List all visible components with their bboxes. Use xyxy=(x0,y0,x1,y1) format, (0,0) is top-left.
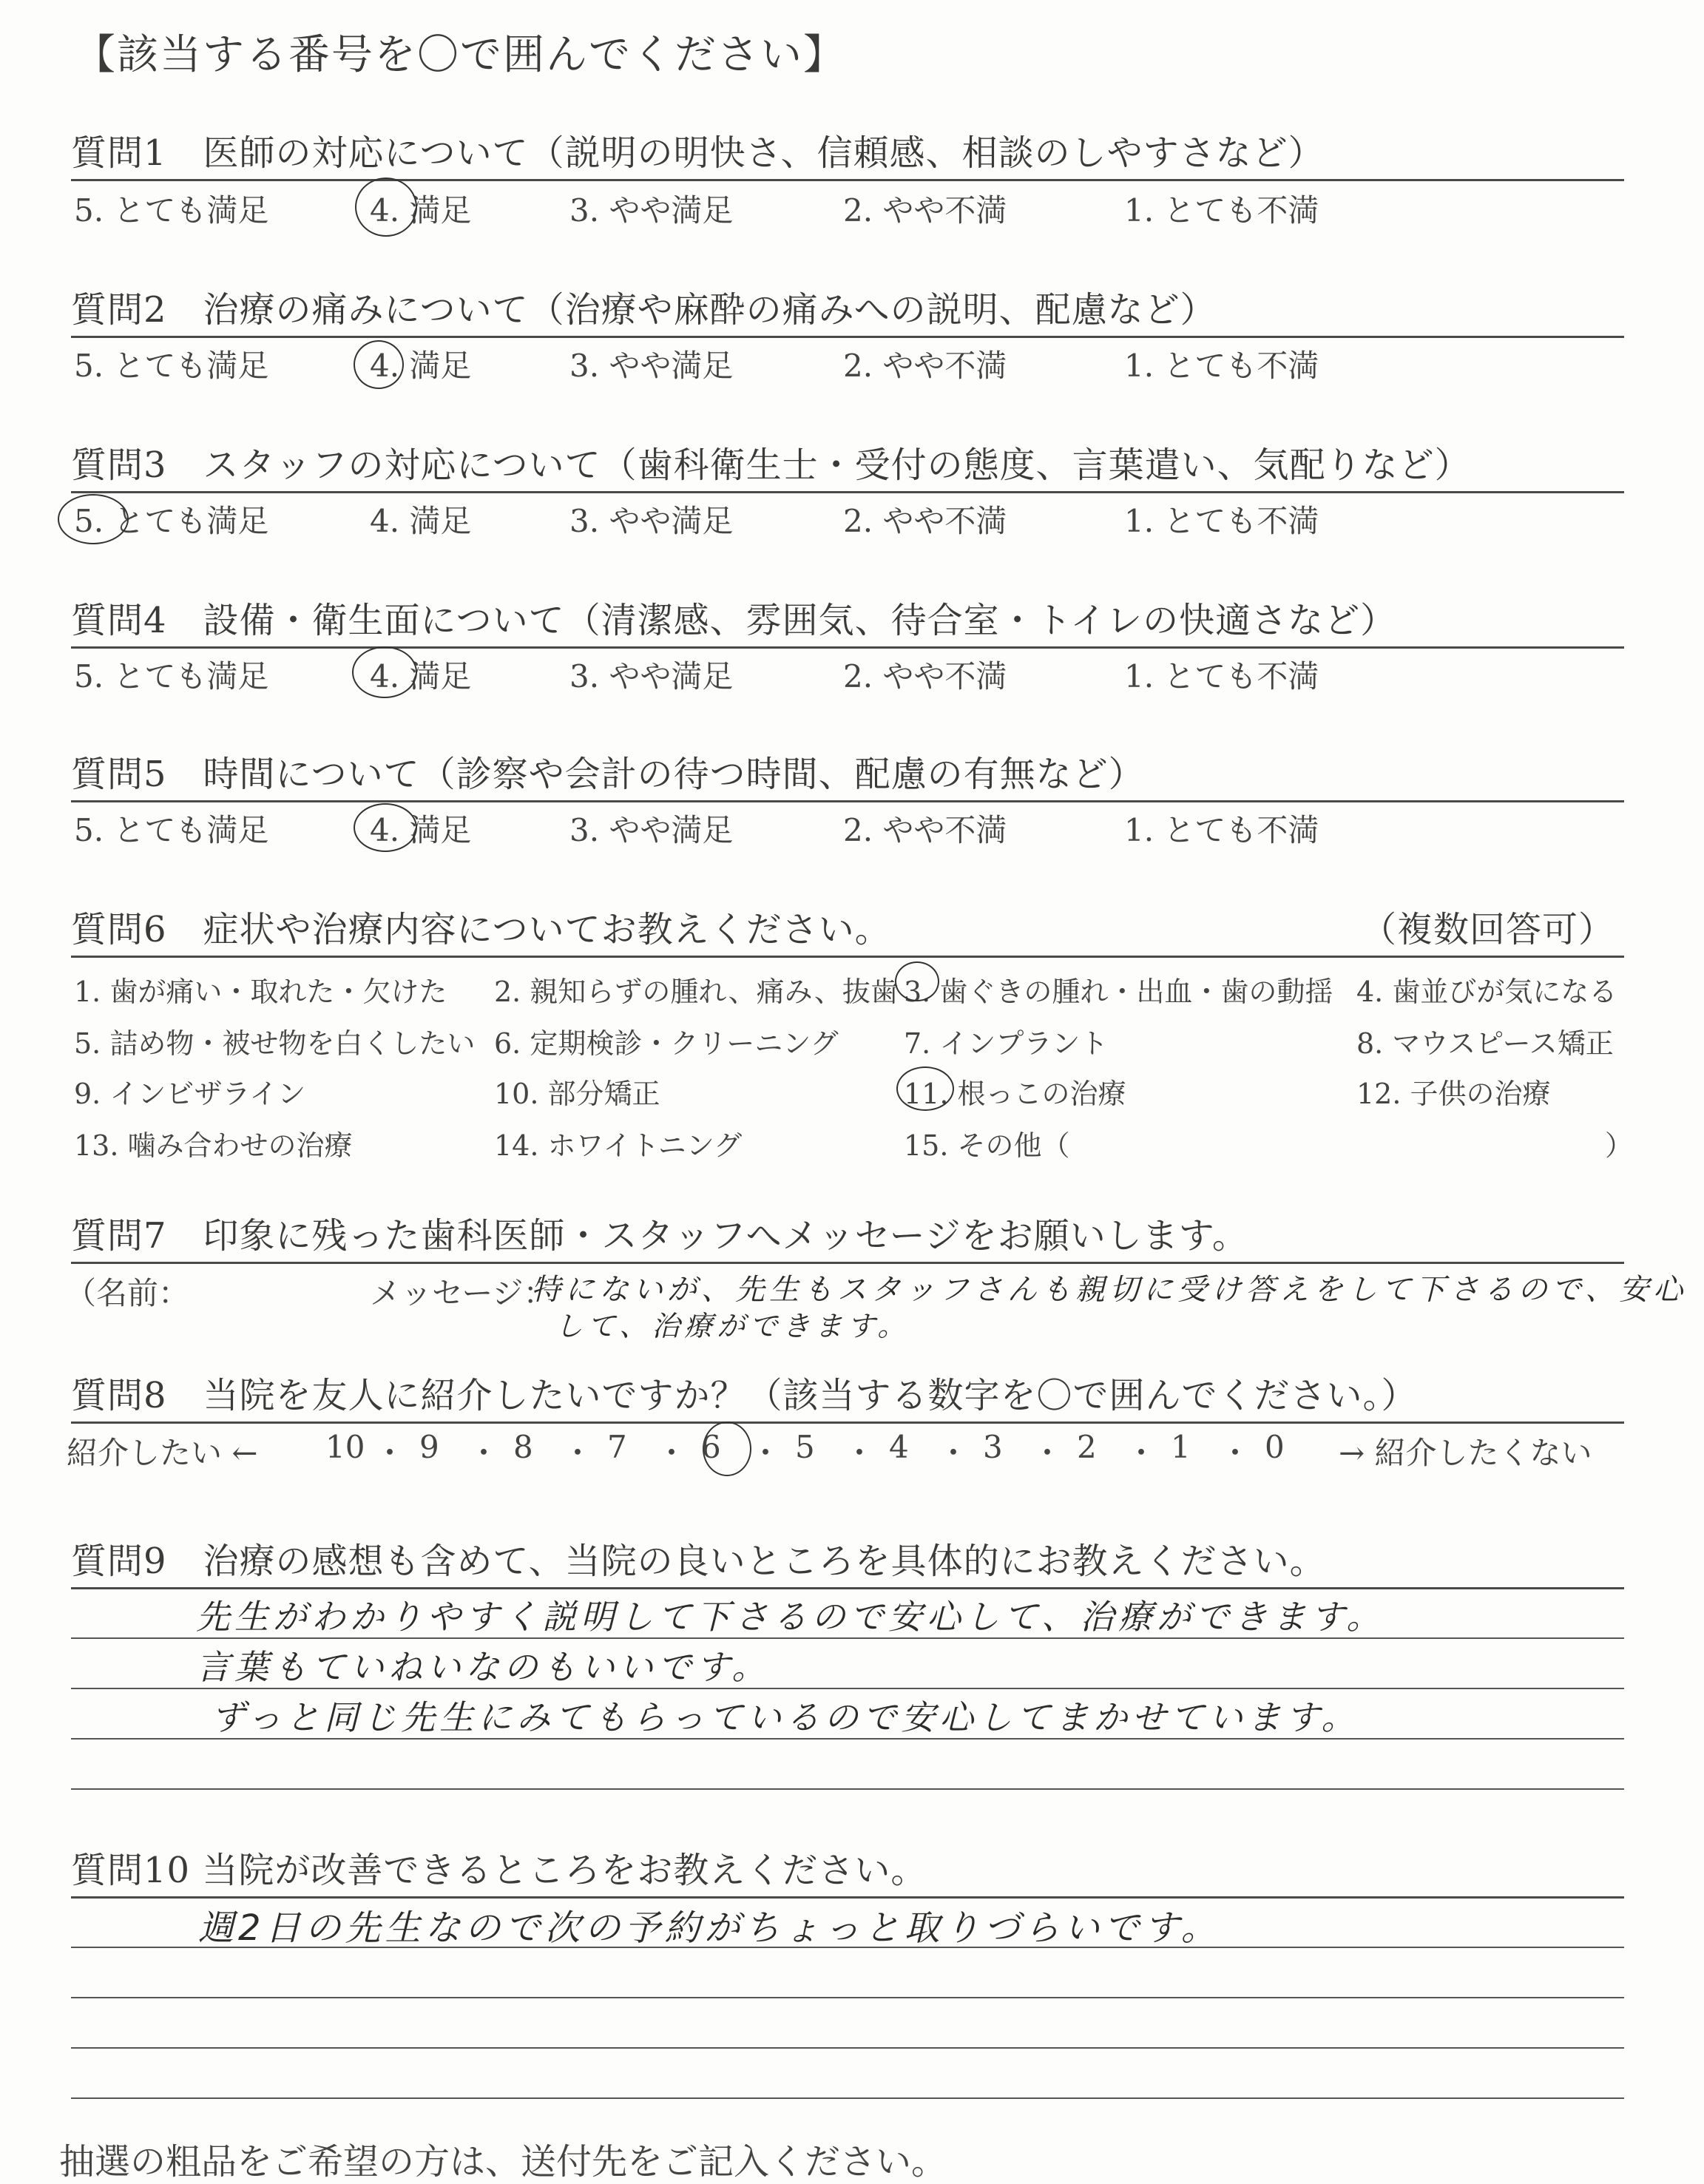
option-1: 1. とても不満 xyxy=(1124,192,1319,229)
answer-circle-3 xyxy=(895,961,939,1001)
option-4: 4. 満足 xyxy=(370,658,472,694)
option-2: 2. やや不満 xyxy=(843,192,1007,229)
answer-circle xyxy=(354,340,404,389)
symptom-option: 12. 子供の治療 xyxy=(1356,1078,1551,1110)
question-title: 質問1 医師の対応について（説明の明快さ、信頼感、相談のしやすさなど） xyxy=(71,132,1325,174)
option-4: 4. 満足 xyxy=(370,348,472,384)
scale-value-3: 3 xyxy=(983,1429,1003,1465)
handwritten-answer-line: 言葉もていねいなのもいいです。 xyxy=(196,1647,771,1687)
option-1: 1. とても不満 xyxy=(1124,812,1319,848)
symptom-option: 4. 歯並びが気になる xyxy=(1356,976,1617,1008)
scale-separator: ・ xyxy=(468,1435,500,1471)
answer-circle-11 xyxy=(896,1066,954,1111)
handwritten-answer-line: ずっと同じ先生にみてもらっているので安心してまかせています。 xyxy=(211,1697,1360,1737)
option-5: 5. とても満足 xyxy=(74,192,269,229)
option-5: 5. とても満足 xyxy=(74,658,269,694)
symptom-option: 5. 詰め物・被せ物を白くしたい xyxy=(74,1027,476,1060)
option-5: 5. とても満足 xyxy=(74,812,269,848)
option-2: 2. やや不満 xyxy=(843,503,1007,539)
scale-value-8: 8 xyxy=(513,1429,533,1465)
question-title: 質問10 当院が改善できるところをお教えください。 xyxy=(71,1850,927,1891)
symptom-option: 3. 歯ぐきの腫れ・出血・歯の動揺 xyxy=(904,976,1333,1008)
scale-separator: ・ xyxy=(844,1435,876,1471)
question-title: 質問3 スタッフの対応について（歯科衛生士・受付の態度、言葉遣い、気配りなど） xyxy=(71,444,1471,486)
scale-separator: ・ xyxy=(1126,1435,1157,1471)
question-title: 質問4 設備・衛生面について（清潔感、雰囲気、待合室・トイレの快適さなど） xyxy=(71,600,1397,641)
scale-value-2: 2 xyxy=(1077,1429,1097,1465)
option-3: 3. やや満足 xyxy=(569,812,734,848)
symptom-option: 6. 定期検診・クリーニング xyxy=(494,1027,839,1060)
symptom-option: 8. マウスピース矯正 xyxy=(1356,1027,1614,1060)
scale-right-label: → 紹介したくない xyxy=(1339,1435,1592,1471)
answer-circle xyxy=(355,178,417,237)
option-2: 2. やや不満 xyxy=(843,348,1007,384)
symptom-option: 7. インプラント xyxy=(904,1027,1109,1060)
symptom-option: 1. 歯が痛い・取れた・欠けた xyxy=(74,976,447,1008)
scale-separator: ・ xyxy=(1032,1435,1064,1471)
handwritten-answer-line: 先生がわかりやすく説明して下さるので安心して、治療ができます。 xyxy=(196,1597,1385,1637)
scale-separator: ・ xyxy=(1220,1435,1251,1471)
option-4: 4. 満足 xyxy=(370,812,472,848)
symptom-option: 15. その他（ xyxy=(904,1129,1070,1162)
option-1: 1. とても不満 xyxy=(1124,658,1319,694)
option-3: 3. やや満足 xyxy=(569,503,734,539)
answer-circle xyxy=(58,494,129,544)
answer-circle xyxy=(354,803,417,852)
option-2: 2. やや不満 xyxy=(843,812,1007,848)
symptom-option: 10. 部分矯正 xyxy=(494,1078,660,1110)
option-2: 2. やや不満 xyxy=(843,658,1007,694)
symptom-option: 9. インビザライン xyxy=(74,1078,306,1110)
answer-circle xyxy=(352,646,417,698)
handwritten-answer-line: 週2日の先生なので次の予約がちょっと取りづらいです。 xyxy=(198,1907,1221,1949)
message-label: メッセージ： xyxy=(370,1275,555,1311)
scale-value-1: 1 xyxy=(1171,1429,1191,1465)
option-1: 1. とても不満 xyxy=(1124,348,1319,384)
option-1: 1. とても不満 xyxy=(1124,503,1319,539)
name-label: （名前： xyxy=(65,1275,190,1311)
option-5: 5. とても満足 xyxy=(74,503,269,539)
handwritten-message: して、治療ができます。 xyxy=(555,1310,910,1342)
scale-left-label: 紹介したい ← xyxy=(67,1435,258,1471)
question-title: 質問8 当院を友人に紹介したいですか？（該当する数字を〇で囲んでください。） xyxy=(71,1375,1418,1416)
scale-value-7: 7 xyxy=(607,1429,627,1465)
question-title: 質問2 治療の痛みについて（治療や麻酔の痛みへの説明、配慮など） xyxy=(71,289,1217,331)
scale-value-5: 5 xyxy=(795,1429,815,1465)
scale-value-0: 0 xyxy=(1265,1429,1285,1465)
option-5: 5. とても満足 xyxy=(74,348,269,384)
symptom-option: 11. 根っこの治療 xyxy=(904,1078,1126,1110)
other-close-paren: ） xyxy=(1605,1129,1634,1162)
scale-value-4: 4 xyxy=(889,1429,909,1465)
scale-value-9: 9 xyxy=(419,1429,439,1465)
scale-separator: ・ xyxy=(750,1435,782,1471)
question-title: 質問5 時間について（診察や会計の待つ時間、配慮の有無など） xyxy=(71,754,1145,795)
option-3: 3. やや満足 xyxy=(569,348,734,384)
option-3: 3. やや満足 xyxy=(569,192,734,229)
symptom-option: 14. ホワイトニング xyxy=(494,1129,743,1162)
symptom-option: 13. 噛み合わせの治療 xyxy=(74,1129,353,1162)
scale-value-6: 6 xyxy=(701,1429,721,1465)
handwritten-message: 特にないが、先生もスタッフさんも親切に受け答えをして下さるので、安心 xyxy=(531,1273,1688,1307)
scale-value-10: 10 xyxy=(325,1429,365,1465)
question-title: 質問9 治療の感想も含めて、当院の良いところを具体的にお教えください。 xyxy=(71,1541,1326,1582)
option-3: 3. やや満足 xyxy=(569,658,734,694)
scale-separator: ・ xyxy=(656,1435,688,1471)
footer-note: 抽選の粗品をご希望の方は、送付先をご記入ください。 xyxy=(59,2141,947,2183)
symptom-option: 2. 親知らずの腫れ、痛み、抜歯 xyxy=(494,976,899,1008)
option-4: 4. 満足 xyxy=(370,503,472,539)
question-title: 質問7 印象に残った歯科医師・スタッフへメッセージをお願いします。 xyxy=(71,1215,1248,1257)
multiple-answer-note: （複数回答可） xyxy=(1361,909,1615,950)
question-title: 質問6 症状や治療内容についてお教えください。 xyxy=(71,909,891,950)
scale-separator: ・ xyxy=(938,1435,970,1471)
scale-separator: ・ xyxy=(374,1435,406,1471)
scale-separator: ・ xyxy=(562,1435,594,1471)
option-4: 4. 満足 xyxy=(370,192,472,229)
form-heading: 【該当する番号を〇で囲んでください】 xyxy=(74,31,846,79)
